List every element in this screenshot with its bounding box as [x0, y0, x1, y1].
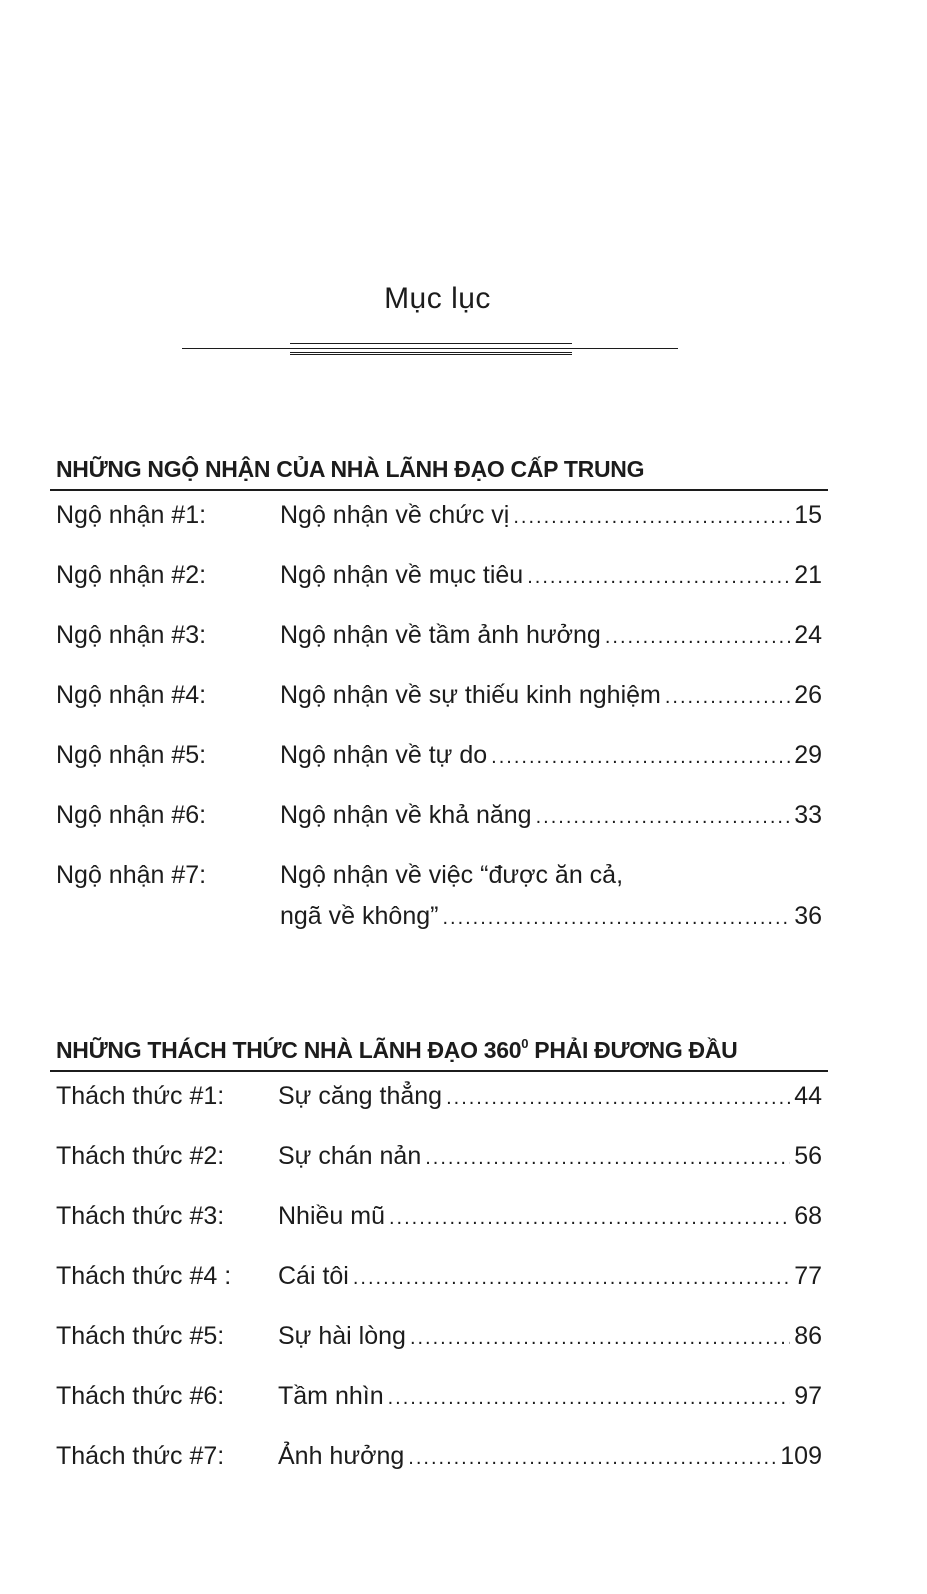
toc-entry[interactable] [50, 491, 828, 551]
entry-title: Tầm nhìn [278, 1382, 384, 1410]
leader-dots [410, 1327, 790, 1350]
entry-title: Sự hài lòng [278, 1322, 406, 1350]
toc-entry[interactable] [50, 1372, 828, 1432]
entry-label: Ngộ nhận #4: [56, 681, 207, 709]
toc-entry[interactable] [50, 611, 828, 671]
entry-title: Sự chán nản [278, 1142, 422, 1170]
toc-entry[interactable] [50, 671, 828, 731]
section-heading: NHỮNG NGỘ NHẬN CỦA NHÀ LÃNH ĐẠO CẤP TRUNG [50, 456, 828, 491]
entry-label: Ngộ nhận #3: [56, 621, 207, 649]
leader-dots [527, 566, 790, 589]
entry-title: Ngộ nhận về khả năng [280, 801, 532, 829]
entry-title: Nhiều mũ [278, 1202, 385, 1230]
entry-label: Thách thức #7: [56, 1442, 225, 1470]
entry-page-number: 97 [794, 1382, 822, 1410]
entry-label: Ngộ nhận #5: [56, 741, 207, 769]
entry-label: Ngộ nhận #7: [56, 861, 207, 889]
entry-label: Thách thức #1: [56, 1082, 225, 1110]
entry-page-number: 86 [794, 1322, 822, 1350]
entry-page-number: 26 [794, 681, 822, 709]
entry-title: Cái tôi [278, 1262, 349, 1290]
leader-dots [536, 806, 791, 829]
toc-entry[interactable] [50, 1432, 828, 1492]
entry-title-continuation: ngã về không” [280, 902, 439, 930]
entry-title: Sự căng thẳng [278, 1082, 443, 1110]
entry-label: Thách thức #5: [56, 1322, 225, 1350]
entry-page-number: 36 [794, 902, 822, 930]
toc-entry[interactable] [50, 791, 828, 851]
leader-dots [513, 506, 790, 529]
leader-dots [353, 1267, 790, 1290]
entry-title: Ảnh hưởng [278, 1442, 405, 1470]
entry-page-number: 21 [794, 561, 822, 589]
entry-label: Ngộ nhận #6: [56, 801, 207, 829]
title-ornament-divider [182, 340, 678, 358]
toc-entry[interactable] [50, 1312, 828, 1372]
toc-entry[interactable] [50, 1192, 828, 1252]
toc-entry[interactable] [50, 1252, 828, 1312]
entry-page-number: 29 [794, 741, 822, 769]
entry-title: Ngộ nhận về tự do [280, 741, 488, 769]
entry-title: Ngộ nhận về tầm ảnh hưởng [280, 621, 601, 649]
leader-dots [389, 1207, 790, 1230]
entry-label: Thách thức #3: [56, 1202, 225, 1230]
entry-page-number: 44 [794, 1082, 822, 1110]
toc-section-challenges [50, 1036, 828, 1492]
superscript-degree: 0 [521, 1036, 529, 1051]
entry-title: Ngộ nhận về việc “được ăn cả, [280, 861, 624, 889]
entry-label: Ngộ nhận #1: [56, 501, 207, 529]
entry-page-number: 109 [780, 1442, 822, 1470]
entry-title: Ngộ nhận về sự thiếu kinh nghiệm [280, 681, 661, 709]
toc-entry[interactable] [50, 1072, 828, 1132]
entry-page-number: 77 [794, 1262, 822, 1290]
leader-dots [388, 1387, 791, 1410]
toc-entry[interactable] [50, 551, 828, 611]
leader-dots [425, 1147, 790, 1170]
leader-dots [442, 907, 790, 930]
toc-section-misconceptions [50, 456, 828, 961]
entry-title: Ngộ nhận về mục tiêu [280, 561, 524, 589]
entry-page-number: 24 [794, 621, 822, 649]
entry-label: Thách thức #4 : [56, 1262, 232, 1290]
entry-label: Ngộ nhận #2: [56, 561, 207, 589]
leader-dots [665, 686, 790, 709]
entry-page-number: 15 [794, 501, 822, 529]
leader-dots [605, 626, 790, 649]
toc-entry[interactable] [50, 731, 828, 791]
entry-page-number: 56 [794, 1142, 822, 1170]
toc-entry[interactable] [50, 851, 828, 961]
toc-entry[interactable] [50, 1132, 828, 1192]
leader-dots [491, 746, 790, 769]
page-title: Mục lục [384, 282, 491, 315]
entry-page-number: 33 [794, 801, 822, 829]
entry-title: Ngộ nhận về chức vị [280, 501, 510, 529]
entry-label: Thách thức #2: [56, 1142, 225, 1170]
leader-dots [408, 1447, 776, 1470]
leader-dots [446, 1087, 790, 1110]
entry-label: Thách thức #6: [56, 1382, 225, 1410]
section-heading: NHỮNG THÁCH THỨC NHÀ LÃNH ĐẠO $360^0$ PHẢI ĐƯƠNG ĐẦU [50, 1036, 828, 1072]
entry-page-number: 68 [794, 1202, 822, 1230]
